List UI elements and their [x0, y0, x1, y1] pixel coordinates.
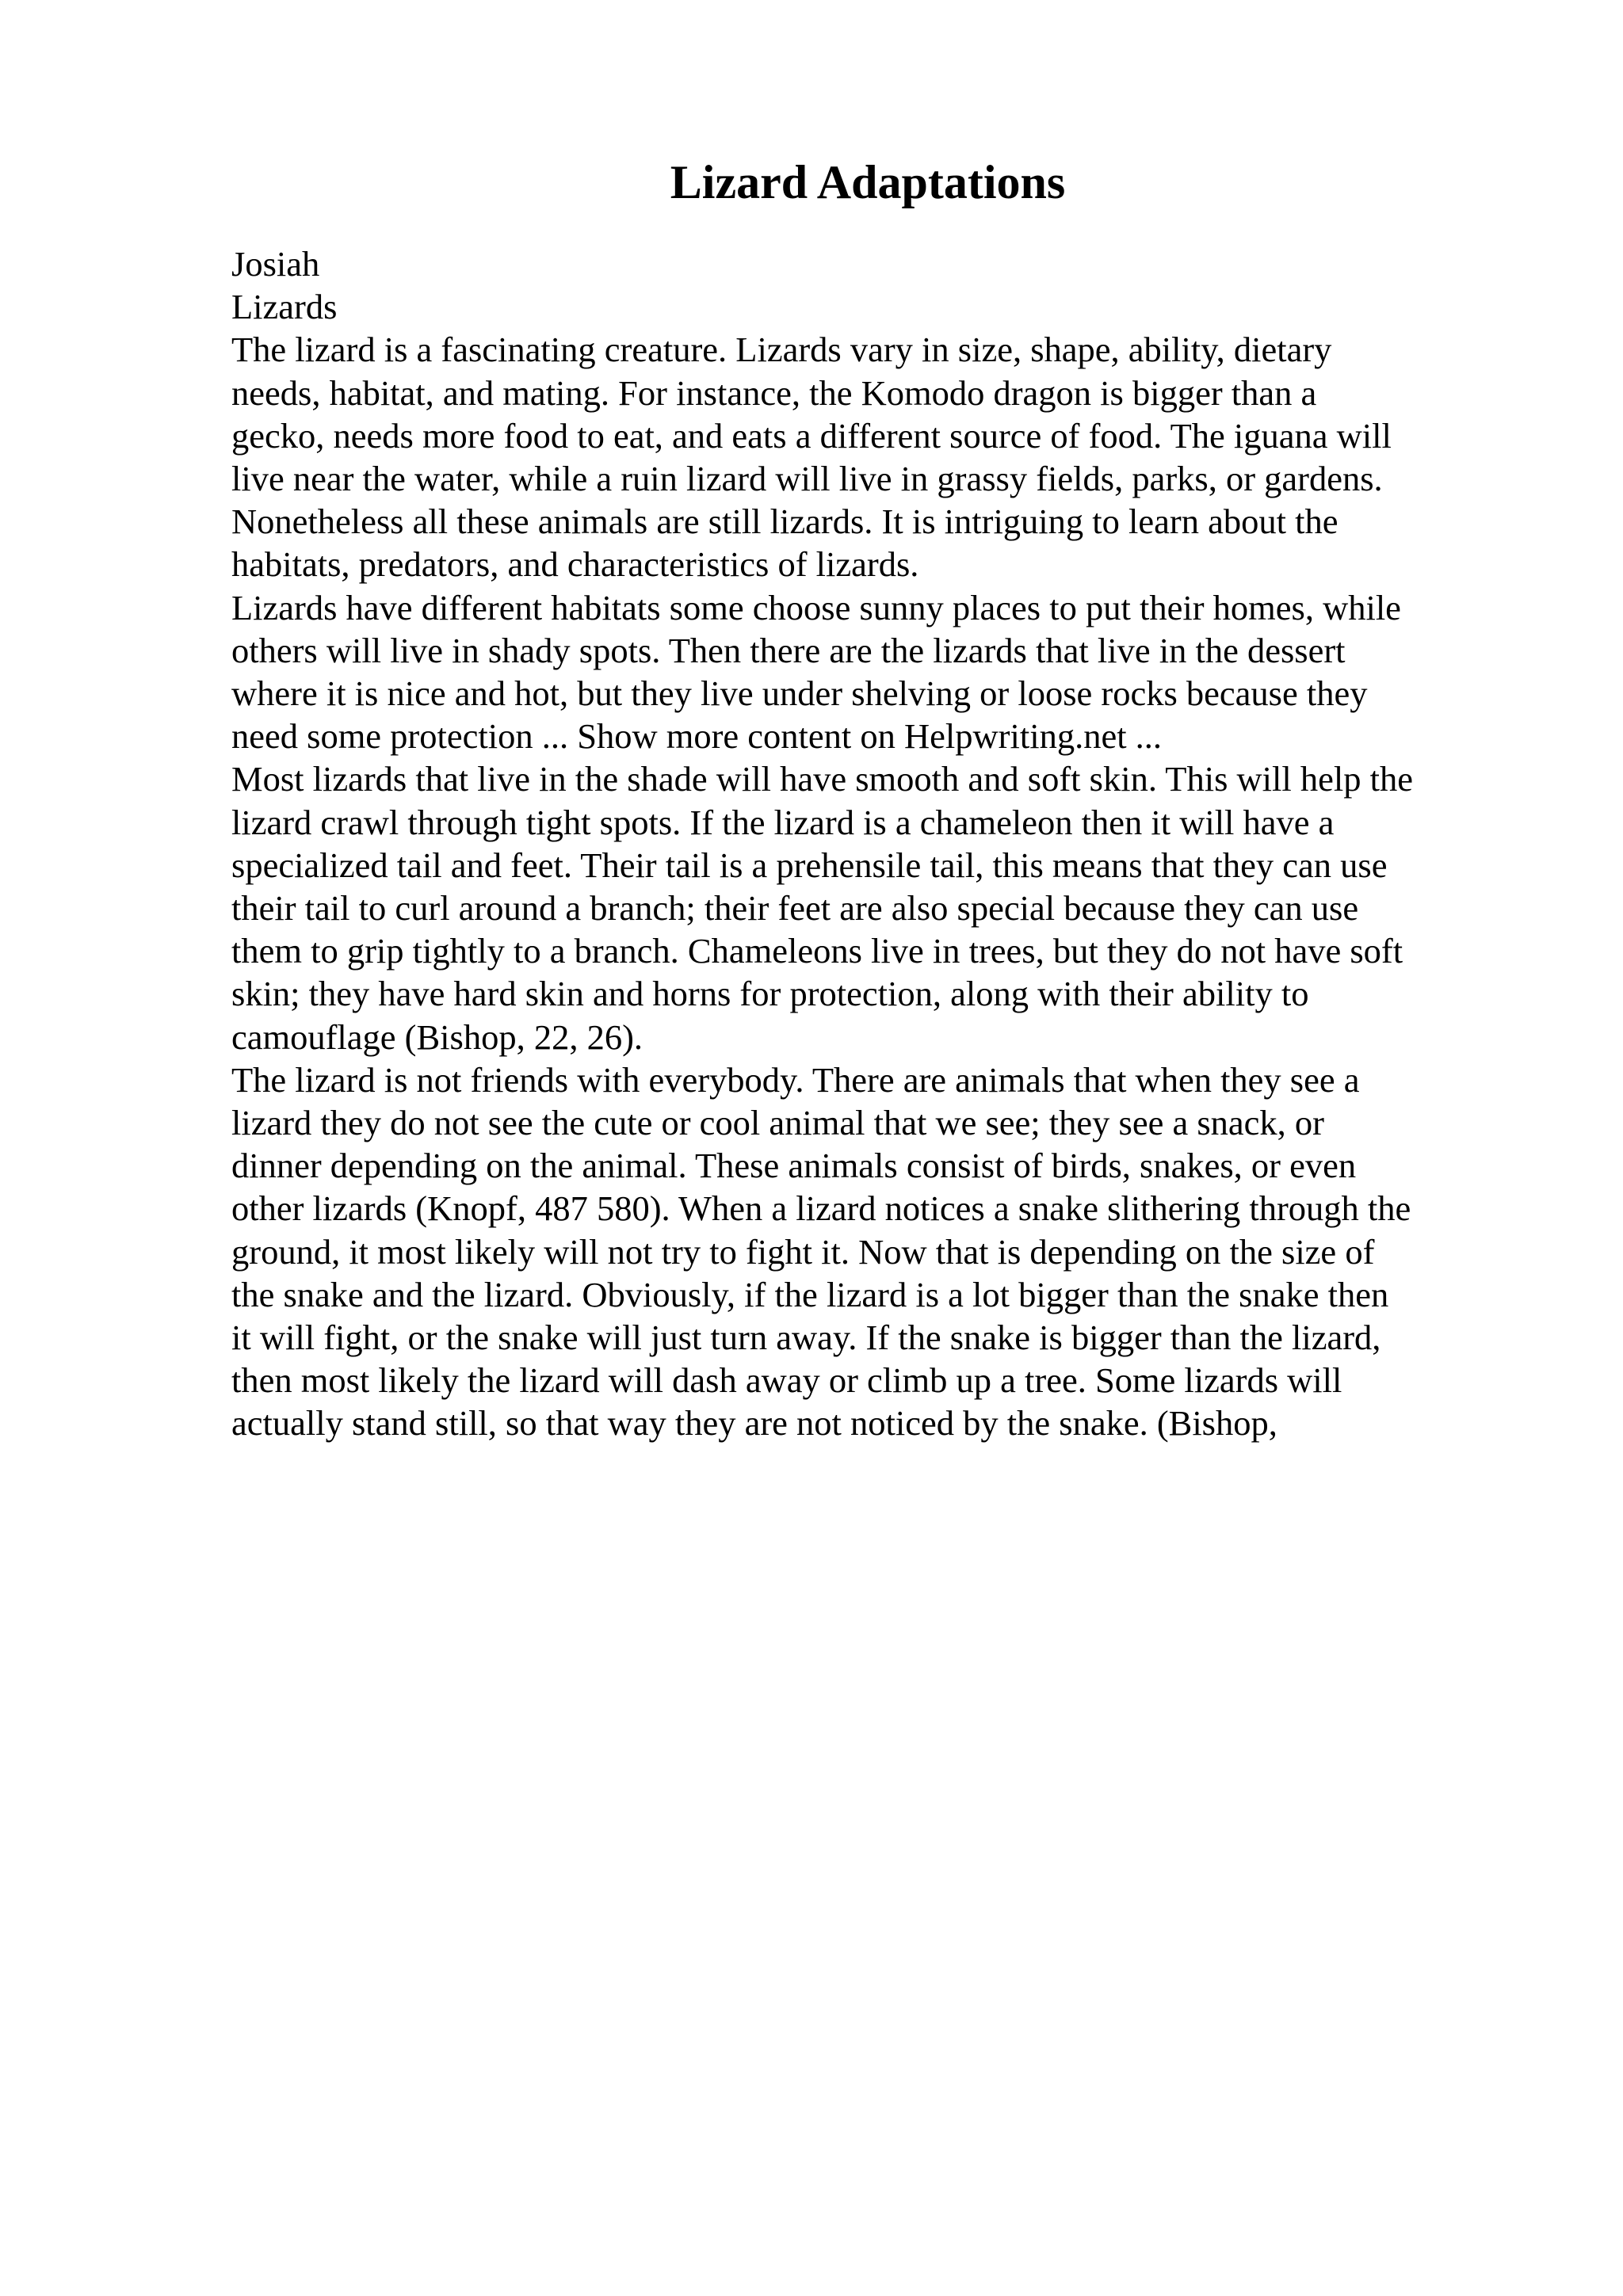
- text-line: lizard crawl through tight spots. If the lizard is a chameleon then it will have a: [231, 802, 1335, 842]
- text-line: ground, it most likely will not try to fight it. Now that is depending on the size of: [231, 1231, 1375, 1272]
- text-line: gecko, needs more food to eat, and eats a different source of food. The iguana will: [231, 415, 1392, 456]
- text-line: needs, habitat, and mating. For instance, the Komodo dragon is bigger than a: [231, 372, 1317, 413]
- text-line: habitats, predators, and characteristics of lizards.: [231, 544, 919, 585]
- document-title: Lizard Adaptations: [670, 156, 1066, 208]
- subject-line: Lizards: [231, 287, 338, 327]
- text-line: camouflage (Bishop, 22, 26).: [231, 1016, 643, 1057]
- text-line: skin; they have hard skin and horns for protection, along with their ability to: [231, 974, 1309, 1014]
- text-line: others will live in shady spots. Then there are the lizards that live in the dessert: [231, 630, 1346, 670]
- text-line: The lizard is not friends with everybody. There are animals that when they see a: [231, 1059, 1360, 1100]
- text-line: The lizard is a fascinating creature. Lizards vary in size, shape, ability, dietary: [231, 330, 1332, 370]
- text-line: need some protection ... Show more content on Helpwriting.net ...: [231, 716, 1163, 757]
- text-line: lizard they do not see the cute or cool animal that we see; they see a snack, or: [231, 1103, 1324, 1143]
- text-line: actually stand still, so that way they are not noticed by the snake. (Bishop,: [231, 1403, 1277, 1444]
- document-body: [231, 242, 1484, 1445]
- text-line: Most lizards that live in the shade will have smooth and soft skin. This will help the: [231, 759, 1413, 799]
- text-line: where it is nice and hot, but they live under shelving or loose rocks because they: [231, 673, 1368, 714]
- text-line: Nonetheless all these animals are still lizards. It is intriguing to learn about the: [231, 502, 1338, 542]
- text-line: specialized tail and feet. Their tail is a prehensile tail, this means that they can use: [231, 845, 1388, 885]
- text-line: it will fight, or the snake will just turn away. If the snake is bigger than the lizard,: [231, 1318, 1381, 1358]
- text-line: Lizards have different habitats some choose sunny places to put their homes, while: [231, 587, 1401, 627]
- text-line: their tail to curl around a branch; their feet are also special because they can use: [231, 888, 1359, 929]
- text-line: then most likely the lizard will dash away or climb up a tree. Some lizards will: [231, 1360, 1342, 1401]
- text-line: them to grip tightly to a branch. Chameleons live in trees, but they do not have soft: [231, 931, 1403, 971]
- author-line: Josiah: [231, 244, 320, 284]
- text-line: other lizards (Knopf, 487 580). When a lizard notices a snake slithering through the: [231, 1188, 1411, 1229]
- text-line: dinner depending on the animal. These animals consist of birds, snakes, or even: [231, 1146, 1357, 1186]
- text-line: live near the water, while a ruin lizard will live in grassy fields, parks, or gardens.: [231, 459, 1383, 499]
- text-line: the snake and the lizard. Obviously, if the lizard is a lot bigger than the snake then: [231, 1274, 1389, 1314]
